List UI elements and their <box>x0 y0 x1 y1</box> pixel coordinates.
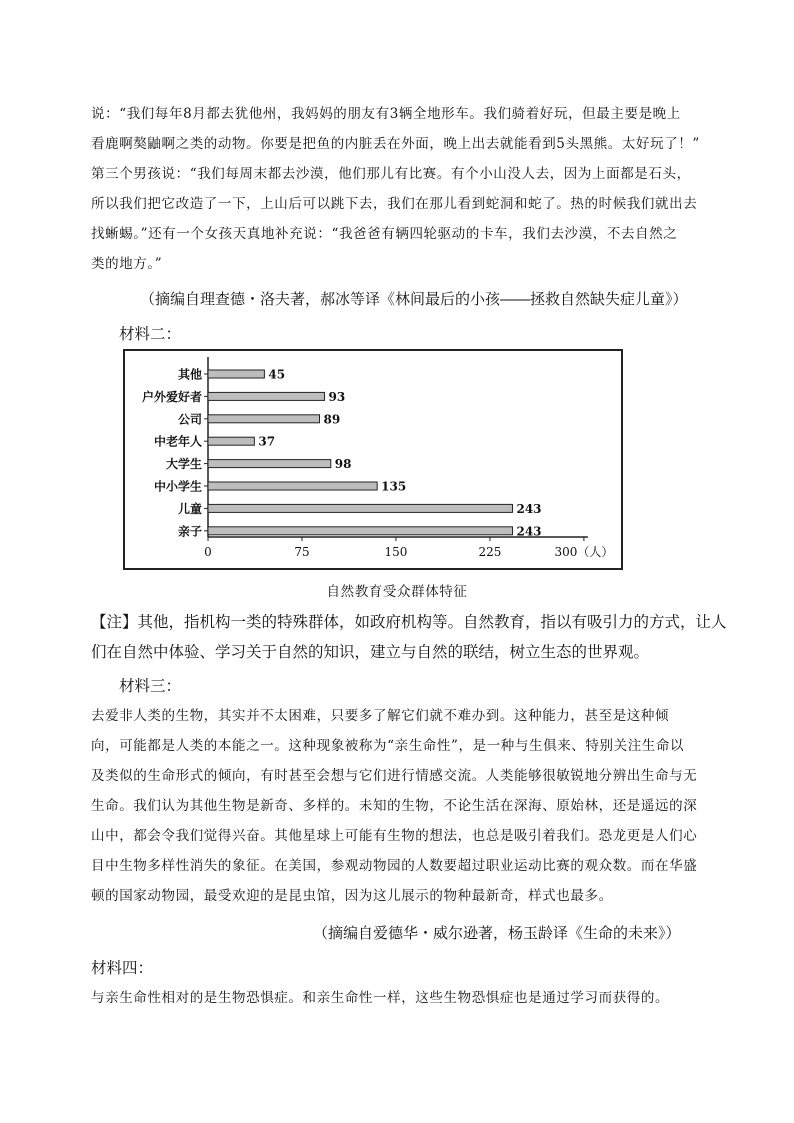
text-line: 说：“我们每年8月都去犹他州，我妈妈的朋友有3辆全地形车。我们骑着好玩，但最主要是晚上 <box>91 106 681 122</box>
text-line: 看鹿啊獒鼬啊之类的动物。你要是把鱼的内脏丢在外面，晚上出去就能看到5头黑熊。太好玩了！” <box>91 136 700 152</box>
material1-paragraph <box>91 99 711 279</box>
material2-label: 材料二： <box>119 326 182 343</box>
text-line: 向，可能都是人类的本能之一。这种现象被称为“亲生命性”，是一种与生俱来、特别关注生命以 <box>91 738 685 754</box>
text-line: 与亲生命性相对的是生物恐惧症。和亲生命性一样，这些生物恐惧症也是通过学习而获得的。 <box>91 990 670 1006</box>
text-line: 类的地方。” <box>91 256 163 272</box>
x-tick-label: 0 <box>204 545 212 559</box>
material4-label: 材料四： <box>91 960 154 977</box>
text-line: 找蜥蜴。”还有一个女孩天真地补充说：“我爸爸有辆四轮驱动的卡车，我们去沙漠，不去自然之 <box>91 226 678 242</box>
note-line: 们在自然中体验、学习关于自然的知识，建立与自然的联结，树立生态的世界观。 <box>91 644 650 661</box>
x-tick-label: 75 <box>294 545 310 559</box>
value-label: 243 <box>516 524 542 539</box>
text-line: 及类似的生命形式的倾向，有时甚至会想与它们进行情感交流。人类能够很敏锐地分辨出生命与无 <box>91 768 698 784</box>
chart-caption: 自然教育受众群体特征 <box>326 584 468 600</box>
material4-paragraph <box>91 983 711 1013</box>
bar-chart <box>123 349 623 570</box>
category-label: 儿童 <box>177 501 202 516</box>
bar <box>208 504 512 512</box>
value-label: 243 <box>516 501 542 516</box>
value-label: 89 <box>323 412 341 427</box>
x-tick-label: 225 <box>478 545 502 559</box>
text-line: 所以我们把它改造了一下，上山后可以跳下去，我们在那儿看到蛇洞和蛇了。热的时候我们就出去 <box>91 196 698 212</box>
x-tick-label: 300（人） <box>554 545 614 559</box>
bar <box>208 415 320 423</box>
category-label: 亲子 <box>177 524 202 539</box>
bar <box>208 527 512 535</box>
bar <box>208 370 264 378</box>
x-tick-label: 150 <box>384 545 408 559</box>
bar <box>208 460 331 468</box>
note-line: 【注】其他，指机构一类的特殊群体，如政府机构等。自然教育，指以有吸引力的方式，让人 <box>91 614 727 631</box>
category-label: 中小学生 <box>153 479 202 494</box>
bar <box>208 392 325 400</box>
note-paragraph <box>91 608 727 668</box>
category-label: 公司 <box>177 412 202 427</box>
bar-chart-svg <box>125 351 621 568</box>
value-label: 37 <box>258 434 276 449</box>
material3-source: （摘编自爱德华・威尔逊著，杨玉龄译《生命的未来》） <box>313 925 681 942</box>
bar <box>208 482 377 490</box>
value-label: 98 <box>334 457 352 472</box>
material3-paragraph <box>91 701 711 911</box>
text-line: 山中，都会令我们觉得兴奋。其他星球上可能有生物的想法，也总是吸引着我们。恐龙更是人们心 <box>91 828 698 844</box>
bar <box>208 437 254 445</box>
category-label: 户外爱好者 <box>141 389 202 404</box>
text-line: 第三个男孩说：“我们每周末都去沙漠，他们那儿有比赛。有个小山没人去，因为上面都是石头， <box>91 166 691 182</box>
material3-label: 材料三： <box>119 678 182 695</box>
category-label: 中老年人 <box>153 434 202 449</box>
value-label: 93 <box>328 389 346 404</box>
text-line: 顿的国家动物园，最受欢迎的是昆虫馆，因为这儿展示的物种最新奇，样式也最多。 <box>91 888 613 904</box>
value-label: 135 <box>381 479 407 494</box>
material1-source: （摘编自理查德・洛夫著，郝冰等译《林间最后的小孩——拯救自然缺失症儿童》） <box>140 291 688 308</box>
value-label: 45 <box>268 367 286 382</box>
text-line: 生命。我们认为其他生物是新奇、多样的。未知的生物，不论生活在深海、原始林，还是遥远的深 <box>91 798 698 814</box>
category-label: 其他 <box>177 367 202 382</box>
text-line: 目中生物多样性消失的象征。在美国，参观动物园的人数要超过职业运动比赛的观众数。而在华盛 <box>91 858 698 874</box>
text-line: 去爱非人类的生物，其实并不太困难，只要多了解它们就不难办到。这种能力，甚至是这种倾 <box>91 708 670 724</box>
category-label: 大学生 <box>165 457 202 472</box>
